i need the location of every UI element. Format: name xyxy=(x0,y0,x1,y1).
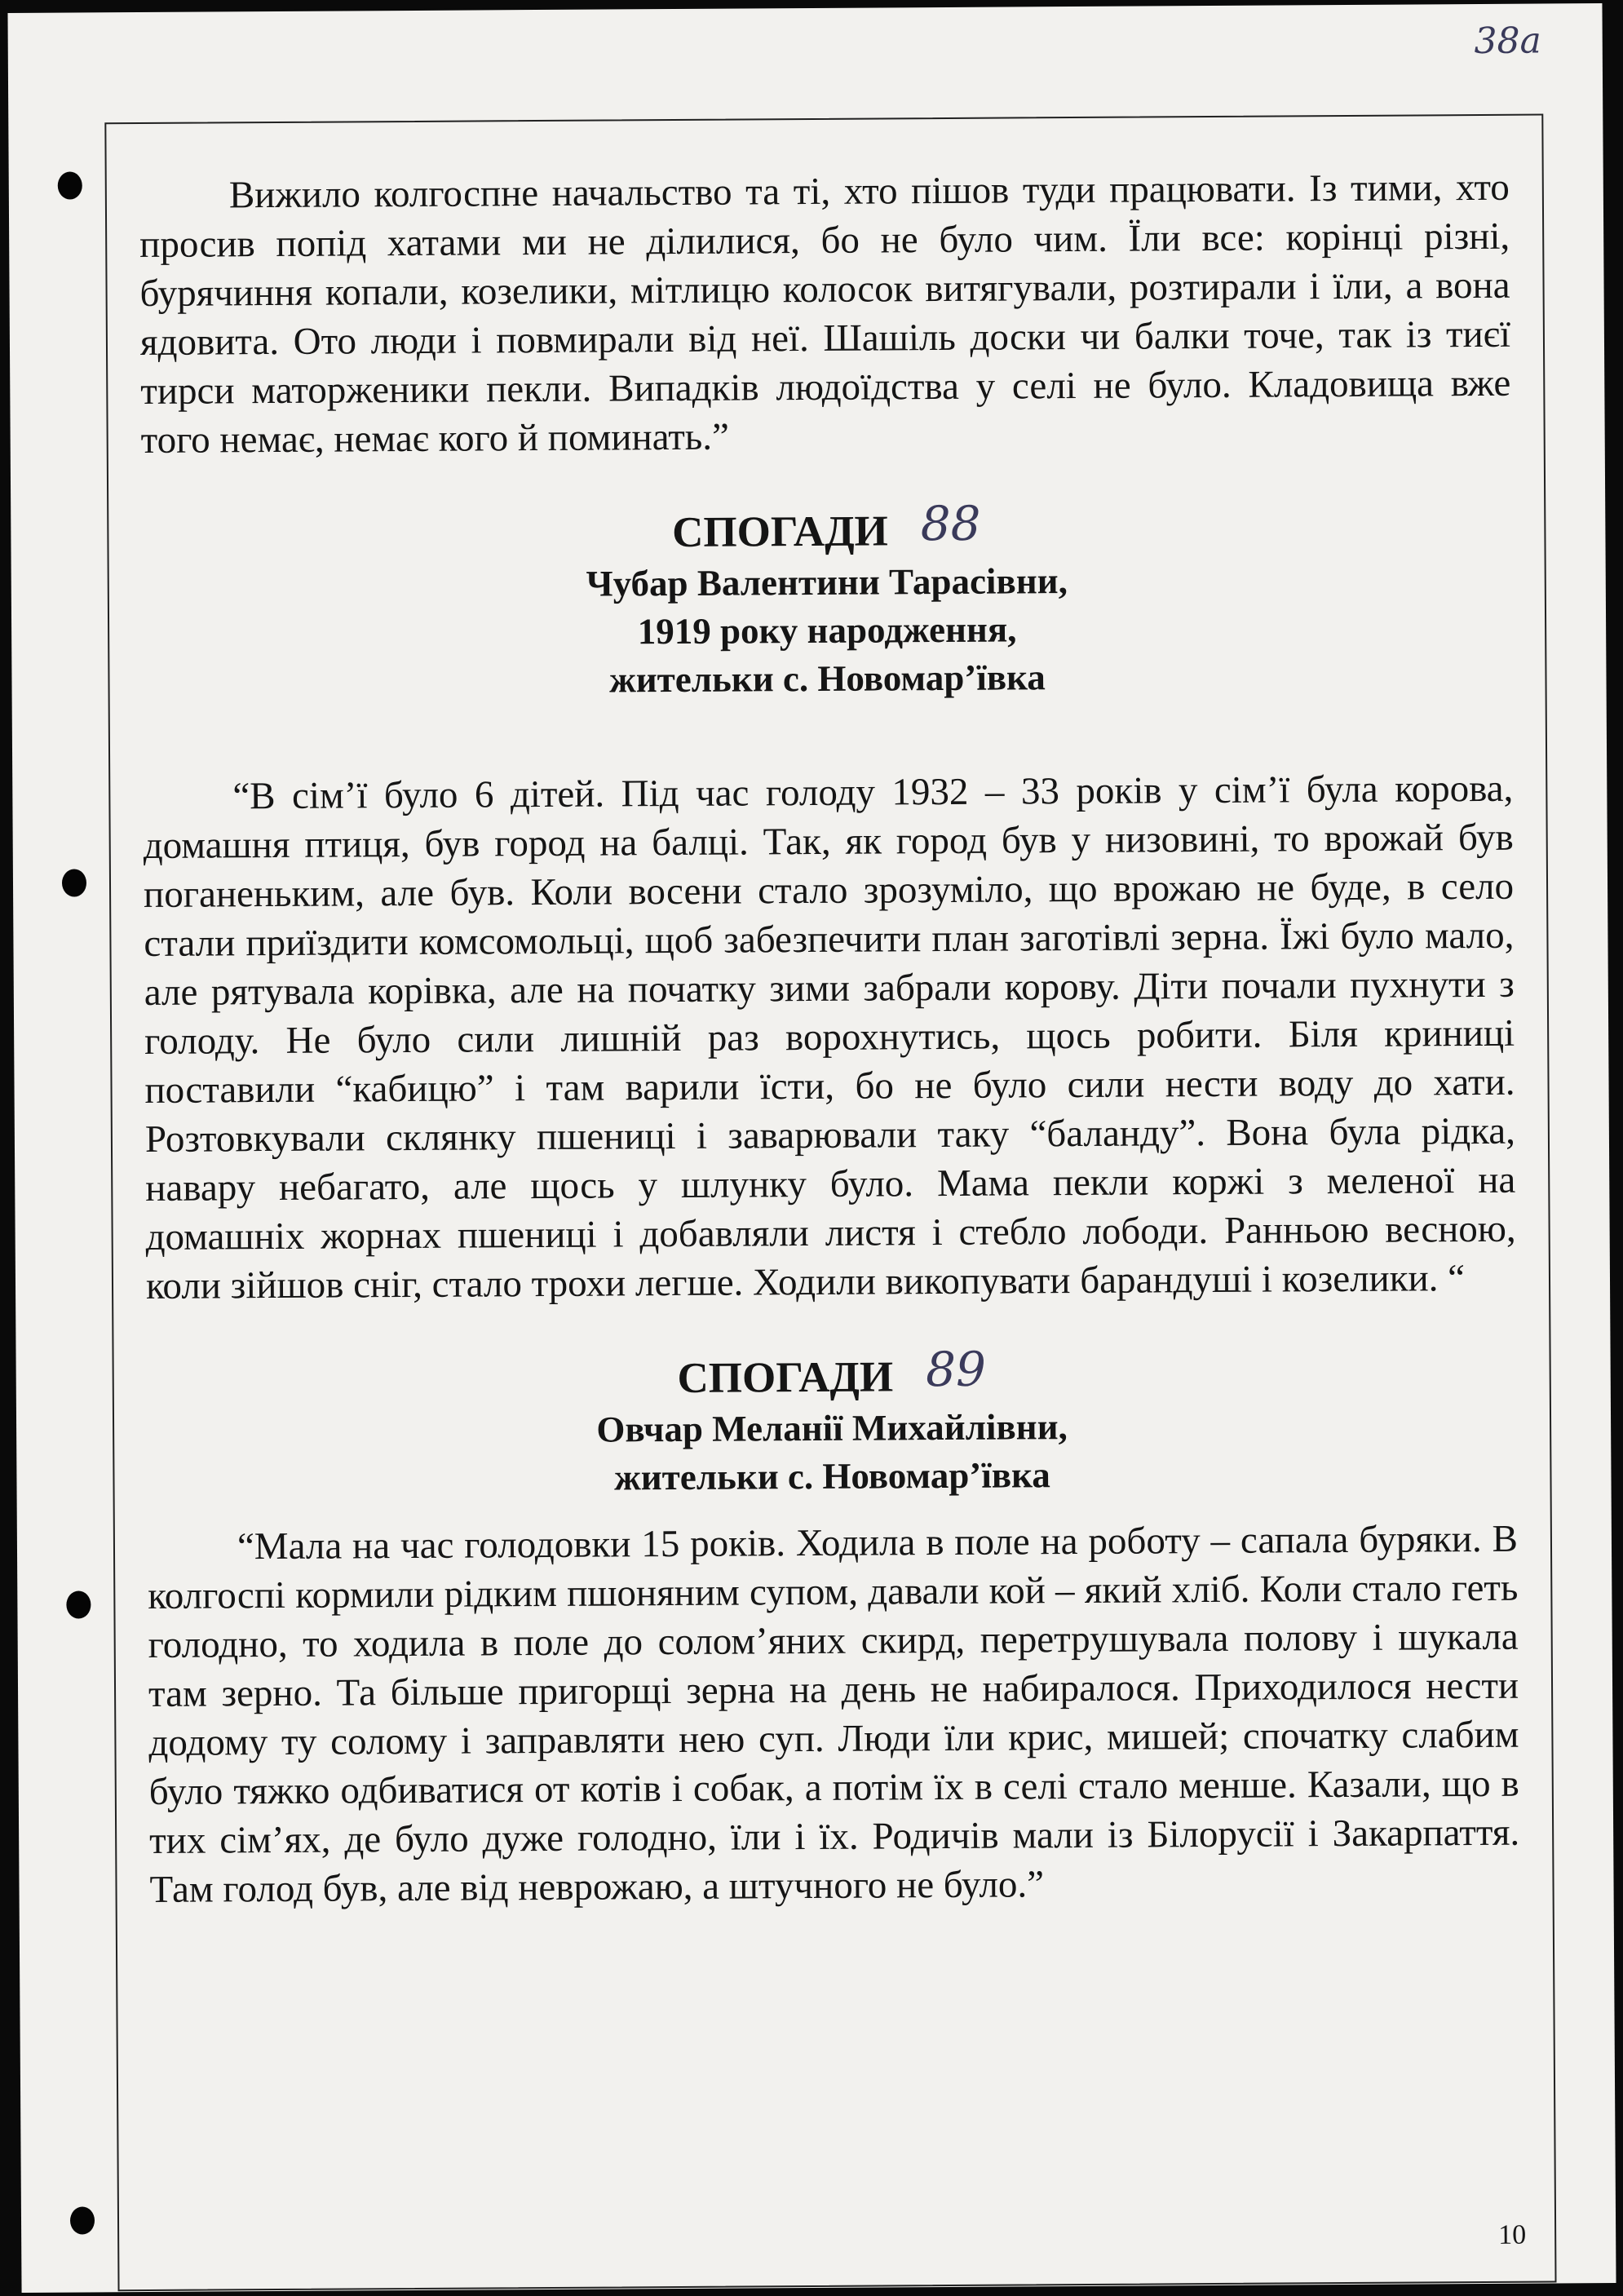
section-heading xyxy=(141,493,1511,563)
section-subtitle: жительки с. Новомар’ївка xyxy=(608,657,1046,701)
section-title: СПОГАДИ xyxy=(671,507,888,557)
page-number: 10 xyxy=(1498,2219,1527,2250)
document-body xyxy=(139,163,1520,1914)
punch-hole xyxy=(62,869,86,896)
section-subtitle: 1919 року народження, xyxy=(637,608,1017,653)
memoir-paragraph: “Мала на час голодовки 15 років. Ходила в поле на роботу – сапала буряки. В колгоспі кормили рідким пшоняним супом, давали кой – який хліб. Коли стало геть голодно, то ходила в поле до солом’яних скирд, перетрушувала полову і шукала там зерно. Та більше пригорщі зерна на день не набиралося. Приходилося нести додому ту солому і заправляти нею суп. Люди їли крис, мишей; спочатку слабим було тяжко одбиватися от котів і собак, а потім їх в селі стало менше. Казали, що в тих сім’ях, де було дуже голодно, їли і їх. Родичів мали із Білорусії і Закарпаття. Там голод був, але від неврожаю, а штучного не було.” xyxy=(148,1517,1520,1911)
memoir-paragraph: “В сім’ї було 6 дітей. Під час голоду 1932 – 33 років у сім’ї була корова, домашня птиця, був город на балці. Так, як город був у низовині, то врожай був поганеньким, але був. Коли восени стало зрозуміло, що врожаю не буде, в село стали приїздити комсомольці, щоб забезпечити план заготівлі зерна. Їжі було мало, але рятувала корівка, але на початку зими забрали корову. Діти почали пухнути з голоду. Не було сили лишній раз ворохнутись, щось робити. Біля криниці поставили “кабицю” і там варили їсти, бо не було сили нести воду до хати. Розтовкували склянку пшениці і заварювали таку “баланду”. Вона була рідка, навару небагато, але щось у шлунку було. Мама пекли коржі з меленої на домашніх жорнах пшениці і добавляли листя і стебло лободи. Ранньою весною, коли зійшов сніг, стало трохи легше. Ходили викопувати барандуші і козелики. “ xyxy=(143,767,1516,1307)
punch-hole xyxy=(70,2206,95,2234)
handwritten-number: 89 xyxy=(925,1341,987,1398)
handwritten-number: 88 xyxy=(920,495,981,552)
section-heading xyxy=(146,1339,1516,1409)
section-subtitle: Овчар Меланії Михайлівни, xyxy=(596,1406,1068,1450)
document-page xyxy=(7,3,1616,2293)
intro-paragraph: Вижило колгоспне начальство та ті, хто пішов туди працювати. Із тими, хто просив попід хатами ми не ділилися, бо не було чим. Їли все: корінці різні, бурячиння копали, козелики, мітлицю колосок витягували, розтирали і їли, а вона ядовита. Ото люди і повмирали від неї. Шашіль доски чи балки точе, так із тиєї тирси маторженики пекли. Випадків людоїдства у селі не було. Кладовища вже того немає, немає кого й поминать.” xyxy=(139,166,1511,462)
section-subtitle: жительки с. Новомар’ївка xyxy=(613,1454,1050,1498)
punch-hole xyxy=(66,1590,91,1618)
section-title: СПОГАДИ xyxy=(677,1353,894,1403)
section-subtitle: Чубар Валентини Тарасівни, xyxy=(586,560,1068,604)
punch-hole xyxy=(58,171,82,199)
archive-number: 38а xyxy=(1474,20,1541,63)
